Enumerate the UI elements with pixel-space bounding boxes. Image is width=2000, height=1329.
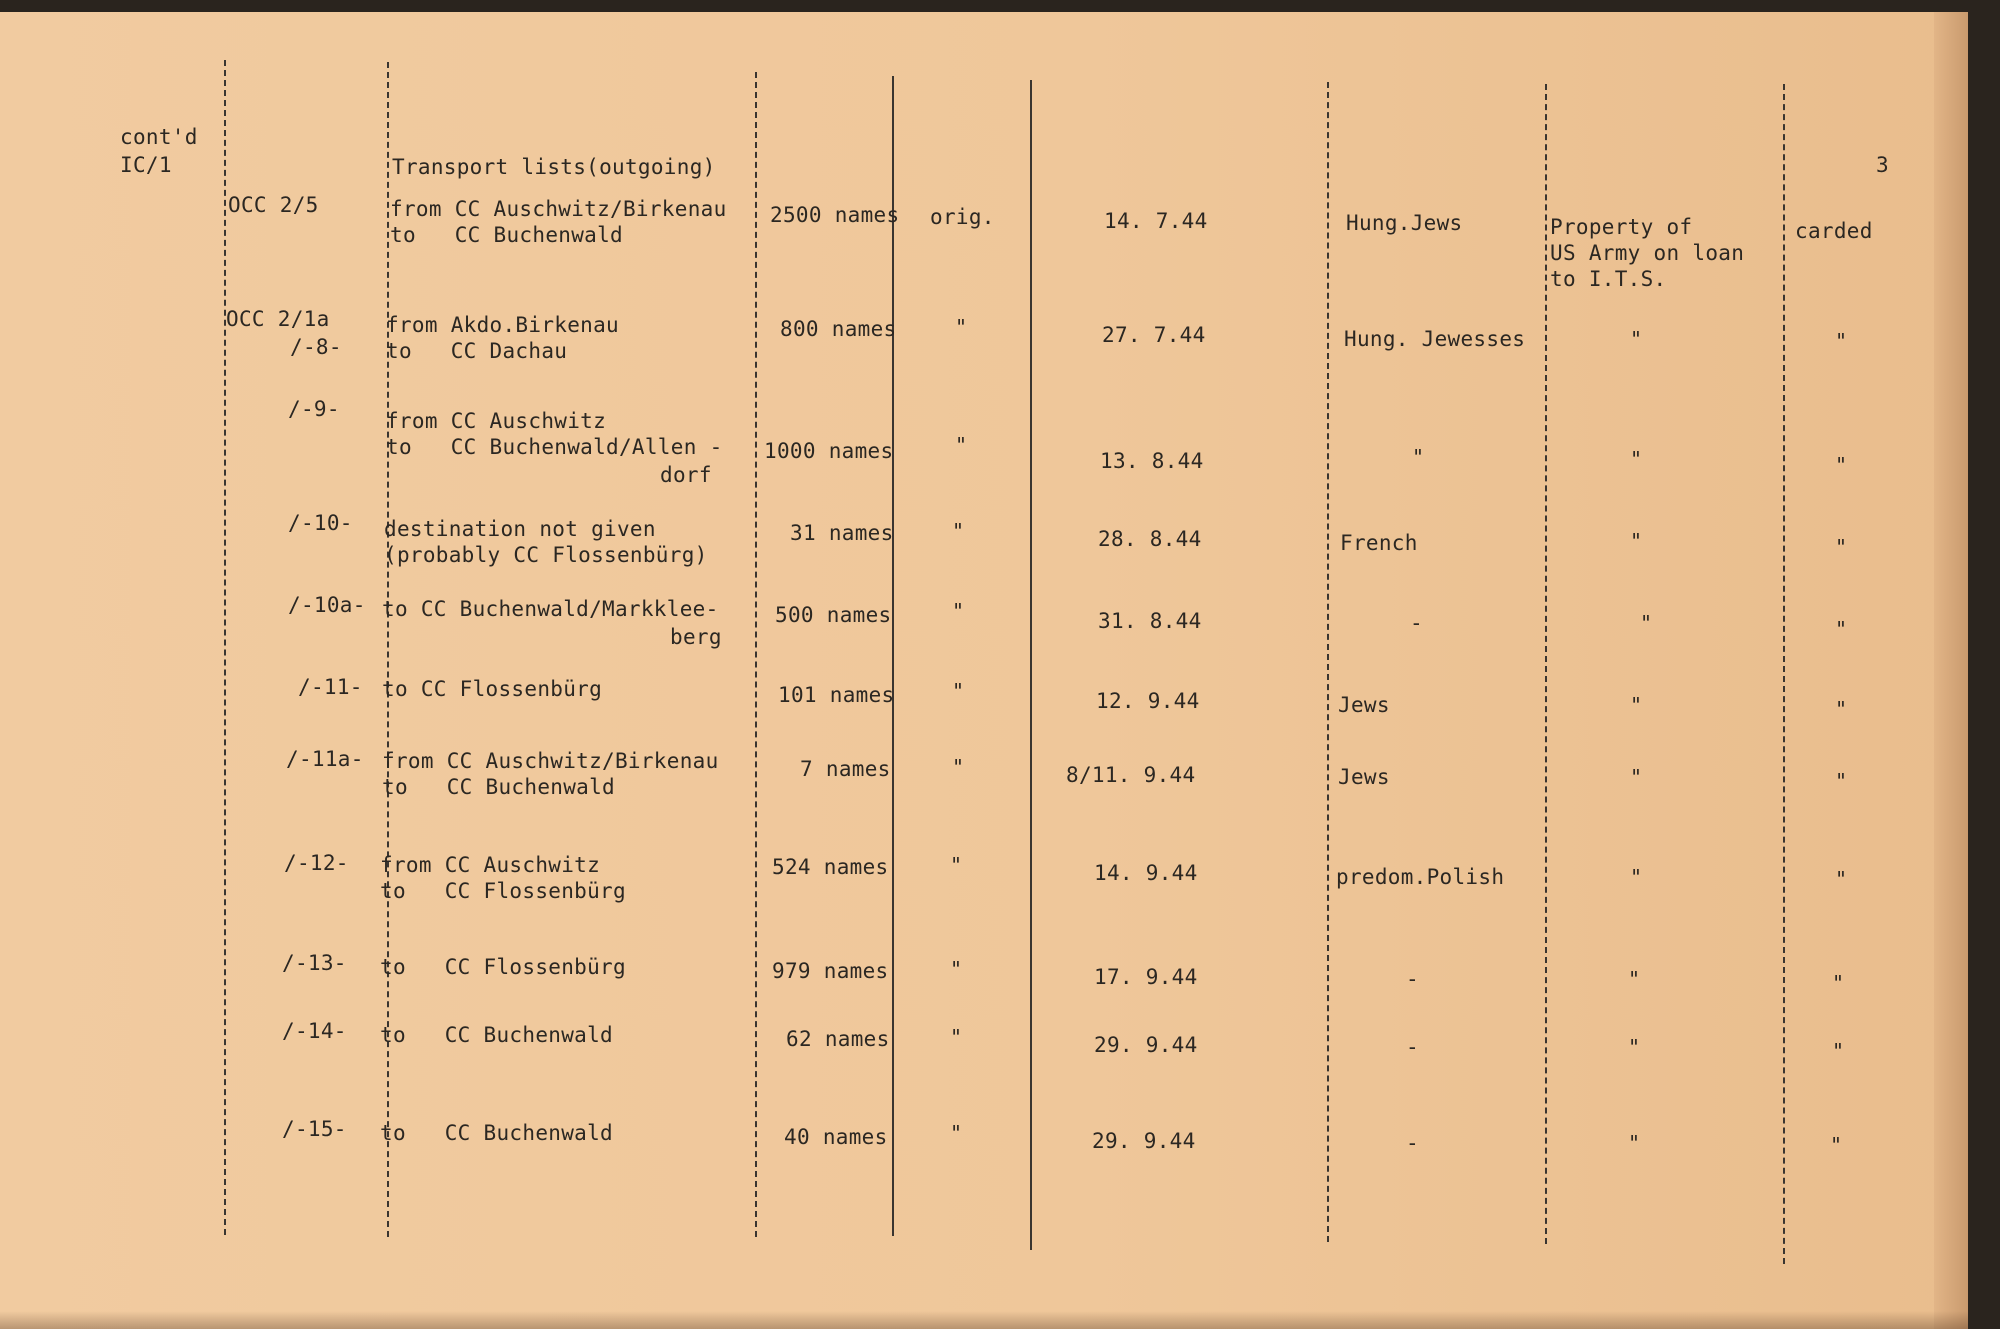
date: 27. 7.44	[1102, 323, 1206, 347]
description-line: to CC Buchenwald	[382, 775, 615, 799]
reference: /-12-	[284, 851, 349, 875]
date: 29. 9.44	[1092, 1129, 1196, 1153]
reference: /-8-	[290, 335, 342, 359]
reference: /-9-	[288, 397, 340, 421]
document-type: orig.	[930, 205, 995, 229]
name-count: 31 names	[790, 521, 894, 545]
column-rule	[1030, 80, 1032, 1250]
ditto-mark: "	[1835, 867, 1848, 891]
ditto-mark: "	[1835, 535, 1848, 559]
ditto-mark: "	[950, 1121, 963, 1145]
date: 31. 8.44	[1098, 609, 1202, 633]
description-line: from CC Auschwitz/Birkenau	[382, 749, 719, 773]
prisoner-group: -	[1406, 1035, 1419, 1059]
ditto-mark: "	[1630, 529, 1643, 553]
description-line: destination not given	[384, 517, 656, 541]
prisoner-group: Hung. Jewesses	[1344, 327, 1526, 351]
name-count: 979 names	[772, 959, 889, 983]
column-title: Transport lists(outgoing)	[392, 155, 716, 179]
description-line: to CC Flossenbürg	[380, 955, 626, 979]
ditto-mark: "	[1628, 967, 1641, 991]
ownership-line: US Army on loan	[1550, 241, 1745, 265]
ditto-mark: "	[955, 315, 968, 339]
prisoner-group: Jews	[1338, 693, 1390, 717]
ditto-mark: "	[1630, 865, 1643, 889]
ditto-mark: "	[952, 755, 965, 779]
description-line: to CC Buchenwald/Markklee-	[382, 597, 719, 621]
description-line: to CC Buchenwald	[380, 1121, 613, 1145]
date: 17. 9.44	[1094, 965, 1198, 989]
name-count: 62 names	[786, 1027, 890, 1051]
ditto-mark: "	[1835, 697, 1848, 721]
description-line: from Akdo.Birkenau	[386, 313, 619, 337]
name-count: 500 names	[775, 603, 892, 627]
reference: /-10-	[288, 511, 353, 535]
column-rule	[387, 62, 389, 1237]
column-rule	[224, 60, 226, 1235]
contd-label: cont'd	[120, 125, 198, 149]
name-count: 40 names	[784, 1125, 888, 1149]
description-line: to CC Dachau	[386, 339, 568, 363]
reference: /-13-	[282, 951, 347, 975]
prisoner-group: -	[1406, 967, 1419, 991]
prisoner-group: -	[1406, 1131, 1419, 1155]
name-count: 800 names	[780, 317, 897, 341]
description-line: (probably CC Flossenbürg)	[384, 543, 708, 567]
ditto-mark: "	[950, 957, 963, 981]
description-line: dorf	[660, 463, 712, 487]
ditto-mark: "	[955, 433, 968, 457]
date: 13. 8.44	[1100, 449, 1204, 473]
description-line: to CC Flossenbürg	[380, 879, 626, 903]
description-line: from CC Auschwitz/Birkenau	[390, 197, 727, 221]
ditto-mark: "	[1830, 1133, 1843, 1157]
ditto-mark: "	[1412, 445, 1425, 469]
document-page	[0, 12, 1968, 1329]
reference: /-11a-	[286, 747, 364, 771]
ditto-mark: "	[1835, 617, 1848, 641]
reference: OCC 2/1a	[226, 307, 330, 331]
description-line: from CC Auschwitz	[386, 409, 607, 433]
date: 28. 8.44	[1098, 527, 1202, 551]
prisoner-group: -	[1410, 611, 1423, 635]
date: 12. 9.44	[1096, 689, 1200, 713]
section-label: IC/1	[120, 153, 172, 177]
page-edge-shadow	[1934, 12, 1968, 1329]
date: 14. 7.44	[1104, 209, 1208, 233]
column-rule	[1327, 82, 1329, 1242]
prisoner-group: predom.Polish	[1336, 865, 1505, 889]
description-line: to CC Flossenbürg	[382, 677, 603, 701]
reference: OCC 2/5	[228, 193, 319, 217]
ditto-mark: "	[950, 853, 963, 877]
reference: /-10a-	[288, 593, 366, 617]
date: 29. 9.44	[1094, 1033, 1198, 1057]
description-line: from CC Auschwitz	[380, 853, 601, 877]
ditto-mark: "	[1628, 1035, 1641, 1059]
description-line: to CC Buchenwald/Allen -	[386, 435, 723, 459]
prisoner-group: Jews	[1338, 765, 1390, 789]
column-rule	[1545, 84, 1547, 1244]
date: 14. 9.44	[1094, 861, 1198, 885]
ditto-mark: "	[1630, 765, 1643, 789]
ditto-mark: "	[952, 519, 965, 543]
name-count: 1000 names	[764, 439, 894, 463]
reference: /-11-	[298, 675, 363, 699]
ditto-mark: "	[1835, 329, 1848, 353]
name-count: 7 names	[800, 757, 891, 781]
ditto-mark: "	[1835, 769, 1848, 793]
ditto-mark: "	[1628, 1131, 1641, 1155]
page-number: 3	[1876, 153, 1889, 177]
ditto-mark: "	[1640, 611, 1653, 635]
ditto-mark: "	[1630, 693, 1643, 717]
prisoner-group: Hung.Jews	[1346, 211, 1463, 235]
column-rule	[755, 72, 757, 1237]
ditto-mark: "	[950, 1025, 963, 1049]
ditto-mark: "	[1832, 971, 1845, 995]
ditto-mark: "	[952, 679, 965, 703]
ditto-mark: "	[1835, 453, 1848, 477]
date: 8/11. 9.44	[1066, 763, 1196, 787]
name-count: 524 names	[772, 855, 889, 879]
ditto-mark: "	[1630, 327, 1643, 351]
ditto-mark: "	[1630, 447, 1643, 471]
name-count: 101 names	[778, 683, 895, 707]
name-count: 2500 names	[770, 203, 900, 227]
ownership-line: to I.T.S.	[1550, 267, 1667, 291]
description-line: berg	[670, 625, 722, 649]
reference: /-15-	[282, 1117, 347, 1141]
prisoner-group: French	[1340, 531, 1418, 555]
description-line: to CC Buchenwald	[390, 223, 623, 247]
description-line: to CC Buchenwald	[380, 1023, 613, 1047]
ditto-mark: "	[952, 599, 965, 623]
page-bottom-shadow	[0, 1311, 1968, 1329]
column-rule	[892, 76, 894, 1236]
ditto-mark: "	[1832, 1039, 1845, 1063]
status: carded	[1795, 219, 1873, 243]
column-rule	[1783, 84, 1785, 1264]
reference: /-14-	[282, 1019, 347, 1043]
ownership-line: Property of	[1550, 215, 1693, 239]
